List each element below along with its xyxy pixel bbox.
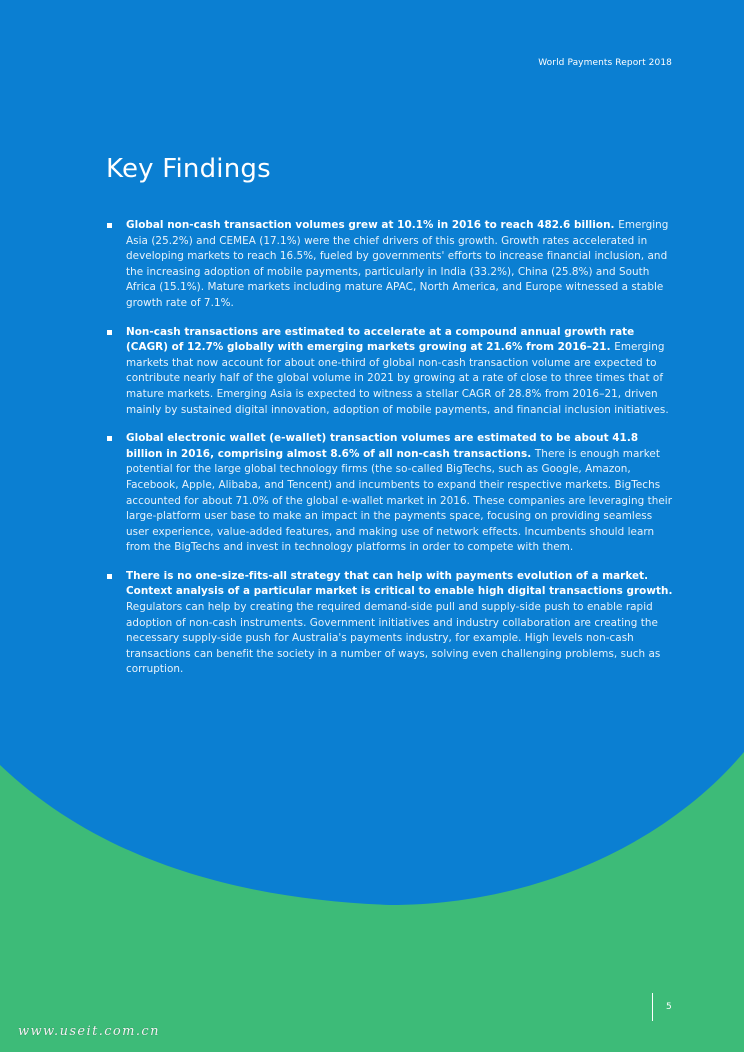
finding-body: Emerging markets that now account for about one-third of global non-cash transaction volume are expected to contribute nearly half of the global volume in 2021 by growing at a rate of close to three times that of mature markets. Emerging Asia is expected to witness a stellar CAGR of 28.8% from 2016–21, driven mainly by sustained digital innovation, adoption of mobile payments, and financial inclusion initiatives. — [126, 341, 669, 416]
finding-body: There is enough market potential for the large global technology firms (the so-called BigTechs, such as Google, Amazon, Facebook, Apple, Alibaba, and Tencent) and incumbents to expand their respective markets. BigTechs accounted for about 71.0% of the global e-wallet market in 2016. These companies are leveraging their large-platform user base to make an impact in the payments space, focusing on providing seamless user experience, value-added features, and making use of network effects. Incumbents should learn from the BigTechs and invest in technology platforms in order to compete with them. — [126, 447, 673, 554]
finding-lead: Global electronic wallet (e-wallet) transaction volumes are estimated to be about 41.8 billion in 2016, comprising almost 8.6% of all non-cash transactions. — [126, 432, 639, 460]
key-findings-list — [106, 218, 676, 691]
finding-body: Regulators can help by creating the required demand-side pull and supply-side push to enable rapid adoption of non-cash instruments. Government initiatives and industry collaboration are creating the necessary supply-side push for Australia's payments industry, for example. High levels non-cash transactions can benefit the society in a number of ways, solving even challenging problems, such as corruption. — [126, 601, 661, 676]
page-number: 5 — [666, 1002, 672, 1012]
finding-item — [106, 431, 676, 556]
report-name: World Payments Report 2018 — [538, 58, 672, 68]
finding-lead: Non-cash transactions are estimated to accelerate at a compound annual growth rate (CAGR) of 12.7% globally with emerging markets growing at 21.6% from 2016–21. — [126, 325, 635, 354]
square-bullet-icon — [107, 574, 112, 579]
page-title: Key Findings — [106, 154, 271, 184]
square-bullet-icon — [107, 223, 112, 228]
finding-item — [106, 569, 676, 678]
finding-lead: There is no one-size-fits-all strategy that can help with payments evolution of a market. Context analysis of a particular market is critical to enable high digital transactions growth. — [126, 569, 673, 598]
square-bullet-icon — [107, 436, 112, 441]
finding-item — [106, 325, 676, 419]
finding-item — [106, 218, 676, 312]
watermark: www.useit.com.cn — [18, 1024, 160, 1039]
square-bullet-icon — [107, 330, 112, 335]
finding-body: Emerging Asia (25.2%) and CEMEA (17.1%) were the chief drivers of this growth. Growth rates accelerated in developing markets to reach 16.5%, fueled by governments' efforts to increase financial inclusion, and the increasing adoption of mobile payments, particularly in India (33.2%), China (25.8%) and South Africa (15.1%). Mature markets including mature APAC, North America, and Europe witnessed a stable growth rate of 7.1%. — [126, 219, 669, 309]
finding-lead: Global non-cash transaction volumes grew at 10.1% in 2016 to reach 482.6 billion. — [126, 219, 619, 231]
page-number-divider — [652, 993, 653, 1021]
